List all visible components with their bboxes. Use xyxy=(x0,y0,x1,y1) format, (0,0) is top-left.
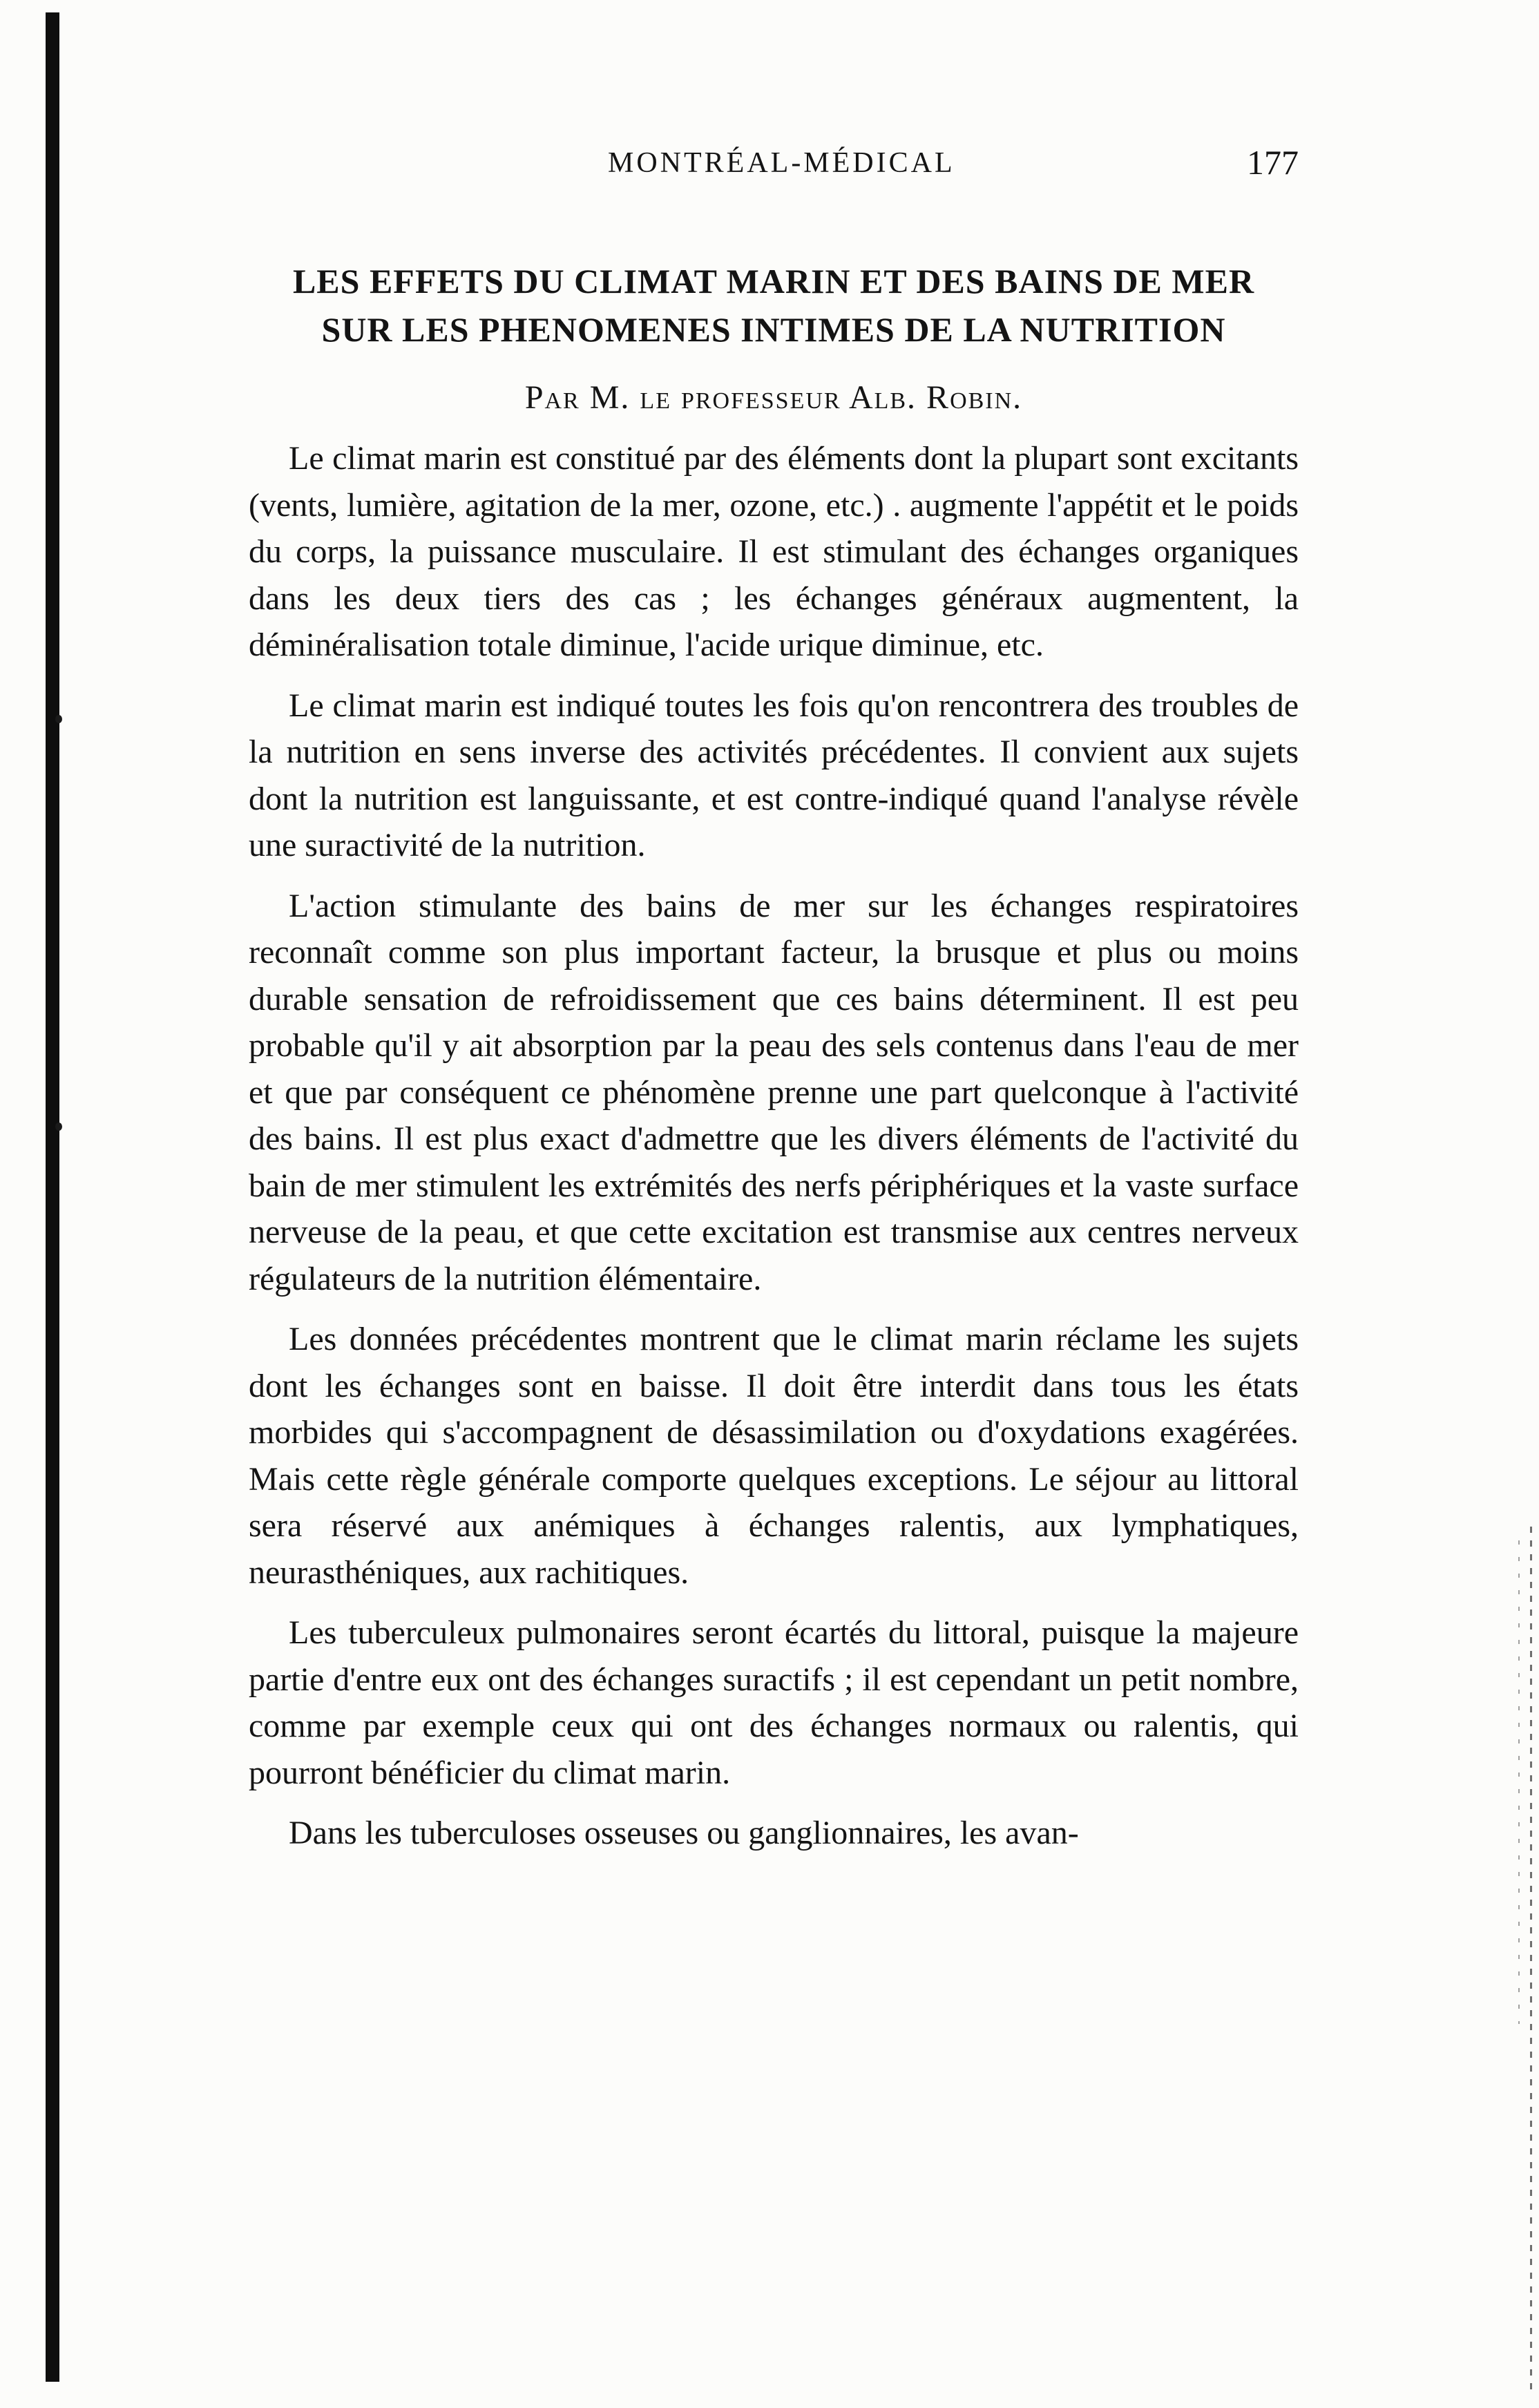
body-paragraph: Les données précédentes montrent que le climat marin réclame les sujets dont les échanges sont en baisse. Il doit être interdit dans tous les états morbides qui s'accompagnent de désassimilation ou d'oxydations exagérées. Mais cette règle générale comporte quelques exceptions. Le séjour au littoral sera réservé aux anémiques à échanges ralentis, aux lymphatiques, neurasthéniques, aux rachitiques. xyxy=(249,1321,1299,1591)
page-number: 177 xyxy=(1247,143,1299,182)
article-title-line-2: SUR LES PHENOMENES INTIMES DE LA NUTRITION xyxy=(321,310,1226,349)
body-paragraph: Les tuberculeux pulmonaires seront écartés du littoral, puisque la majeure partie d'entre eux ont des échanges suractifs ; il est cependant un petit nombre, comme par exemple ceux qui ont des échanges normaux ou ralentis, qui pourront bénéficier du climat marin. xyxy=(249,1614,1299,1791)
body-paragraph: Dans les tuberculoses osseuses ou ganglionnaires, les avan- xyxy=(289,1815,1079,1851)
scan-edge-artifact xyxy=(1530,1527,1532,2390)
article-title-line-1: LES EFFETS DU CLIMAT MARIN ET DES BAINS DE MER xyxy=(292,262,1255,300)
journal-running-title: MONTRÉAL-MÉDICAL xyxy=(608,147,955,179)
scan-edge-artifact xyxy=(1518,1540,1520,2024)
article-title xyxy=(235,257,1312,354)
running-head xyxy=(249,143,1299,188)
author-byline: Par M. le professeur Alb. Robin. xyxy=(524,379,1023,416)
scan-speck xyxy=(55,715,62,723)
article-body xyxy=(249,435,1299,1871)
body-paragraph: L'action stimulante des bains de mer sur les échanges respiratoires reconnaît comme son plus important facteur, la brusque et plus ou moins durable sensation de refroidissement que ces bains déterminent. Il est peu probable qu'il y ait absorption par la peau des sels contenus dans l'eau de mer et que par conséquent ce phénomène prenne une part quelconque à l'activité des bains. Il est plus exact d'admettre que les divers éléments de l'activité du bain de mer stimulent les extrémités des nerfs périphériques et la vaste surface nerveuse de la peau, et que cette excitation est transmise aux centres nerveux régulateurs de la nutrition élémentaire. xyxy=(249,887,1299,1297)
scan-speck xyxy=(55,1122,62,1131)
body-paragraph: Le climat marin est indiqué toutes les fois qu'on rencontrera des troubles de la nutrition en sens inverse des activités précédentes. Il convient aux sujets dont la nutrition est languissante, et est contre-indiqué quand l'analyse révèle une suractivité de la nutrition. xyxy=(249,687,1299,863)
body-paragraph: Le climat marin est constitué par des éléments dont la plupart sont excitants (vents, lumière, agitation de la mer, ozone, etc.) . augmente l'appétit et le poids du corps, la puissance musculaire. Il est stimulant des échanges organiques dans les deux tiers des cas ; les échanges généraux augmentent, la déminéralisation totale diminue, l'acide urique diminue, etc. xyxy=(249,440,1299,663)
page-binding-edge xyxy=(46,12,59,2382)
